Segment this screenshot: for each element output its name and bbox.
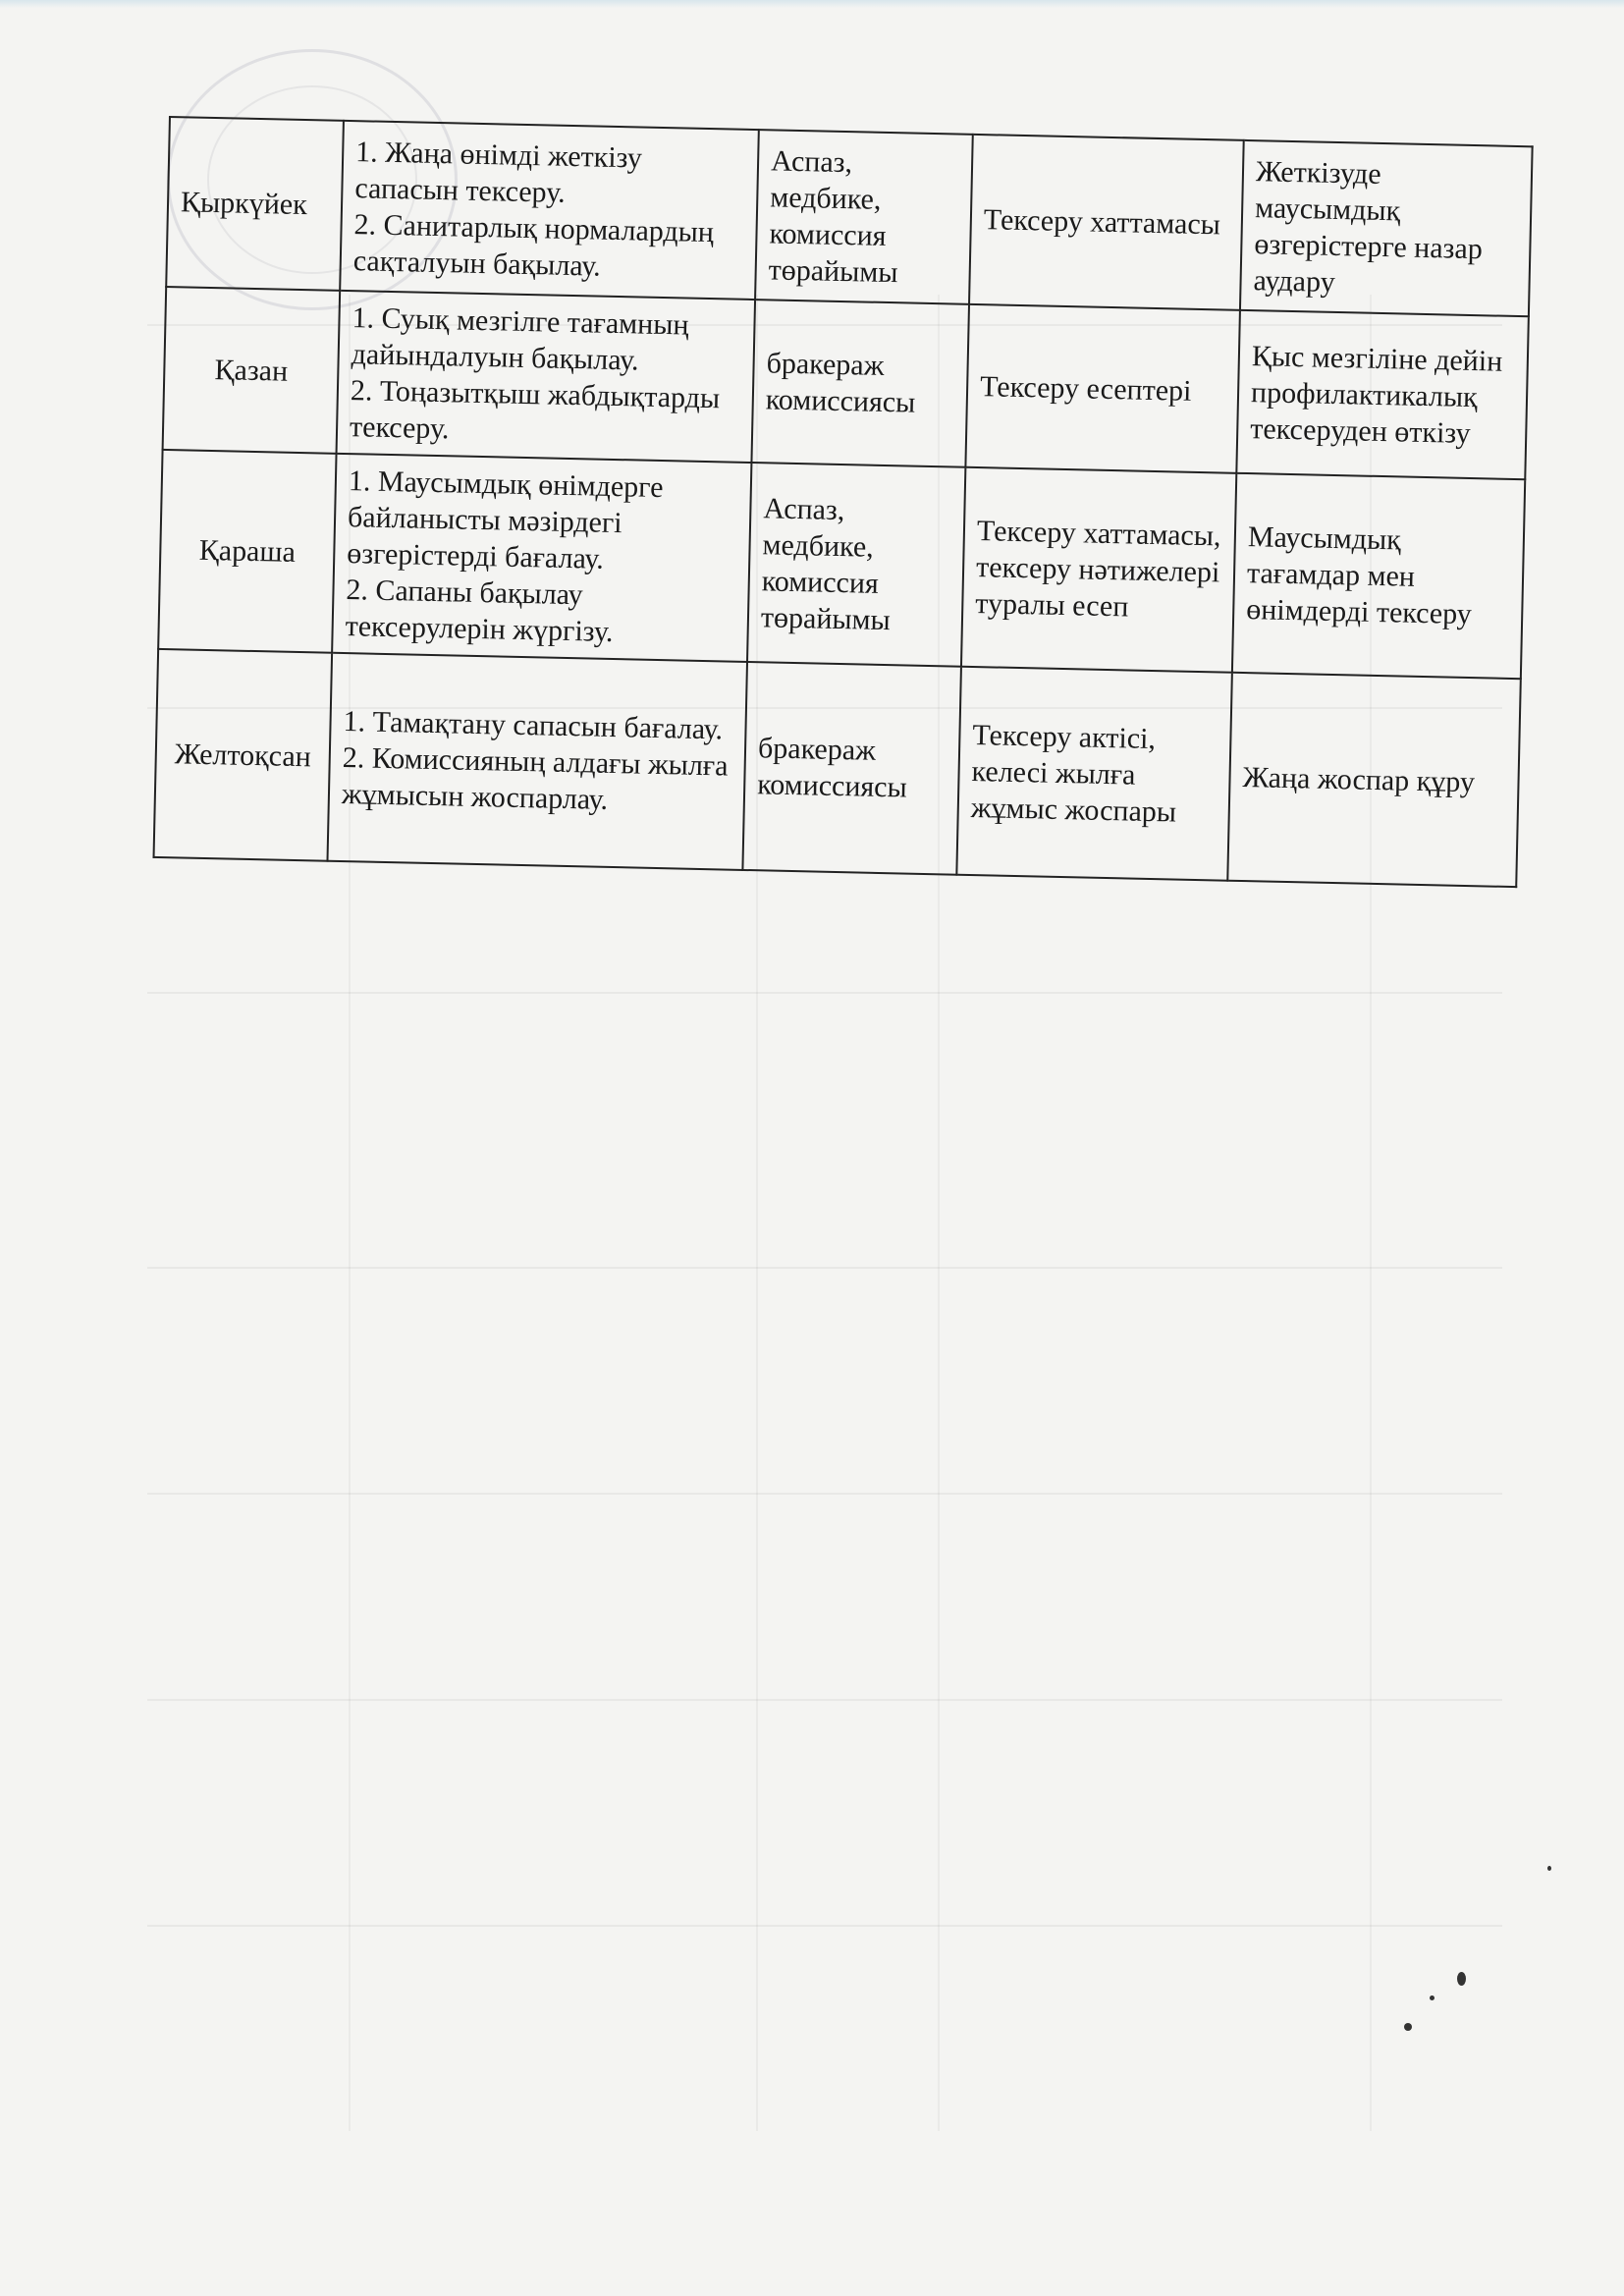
table-row: [154, 649, 1521, 887]
responsible-cell: бракераж комиссиясы: [742, 662, 961, 875]
note-cell: Маусымдық тағамдар мен өнімдерді тексеру: [1232, 473, 1525, 679]
note-cell: Жаңа жоспар құру: [1227, 673, 1521, 887]
month-cell: Қазан: [163, 287, 341, 454]
tasks-cell: [332, 454, 751, 662]
month-cell: Қараша: [158, 450, 336, 653]
responsible-cell: Аспаз, медбике, комиссия төрайымы: [747, 463, 965, 667]
note-cell: Қыс мезгіліне дейін профилактикалық тексеруден өткізу: [1236, 310, 1529, 479]
task-item: 2. Тоңазытқыш жабдықтарды тексеру.: [349, 374, 721, 446]
month-cell: Желтоқсан: [154, 649, 333, 861]
task-item: 1. Суық мезгілге тағамның дайындалуын бақылау.: [351, 301, 689, 377]
document-cell: Тексеру хаттамасы: [969, 135, 1244, 310]
document-cell: Тексеру есептері: [965, 304, 1240, 473]
schedule-table-wrapper: [153, 116, 1532, 888]
task-item: 1. Маусымдық өнімдерге байланысты мәзірдегі өзгерістерді бағалау.: [346, 465, 664, 575]
table-row: [163, 287, 1529, 479]
table-row: [158, 450, 1525, 679]
scan-top-edge: [0, 0, 1624, 8]
responsible-cell: бракераж комиссиясы: [751, 300, 969, 467]
task-item: 2. Сапаны бақылау тексерулерін жүргізу.: [345, 574, 614, 648]
month-cell: Қыркүйек: [166, 117, 344, 291]
document-cell: Тексеру хаттамасы, тексеру нәтижелері туралы есеп: [961, 467, 1236, 673]
task-item: 2. Санитарлық нормалардың сақталуын бақылау.: [352, 207, 715, 283]
task-item: 2. Комиссияның алдағы жылға жұмысын жоспарлау.: [341, 740, 729, 816]
responsible-cell: Аспаз, медбике, комиссия төрайымы: [755, 130, 973, 304]
tasks-cell: [327, 653, 747, 870]
table-row: [166, 117, 1532, 316]
inspection-schedule-table: [153, 116, 1534, 888]
task-item: 1. Тамақтану сапасын бағалау.: [343, 704, 724, 745]
tasks-cell: [340, 121, 759, 300]
tasks-cell: [337, 291, 756, 463]
task-item: 1. Жаңа өнімді жеткізу сапасын тексеру.: [354, 135, 643, 209]
document-cell: Тексеру актісі, келесі жылға жұмыс жоспары: [956, 667, 1232, 881]
note-cell: Жеткізуде маусымдық өзгерістерге назар аудару: [1240, 140, 1533, 316]
